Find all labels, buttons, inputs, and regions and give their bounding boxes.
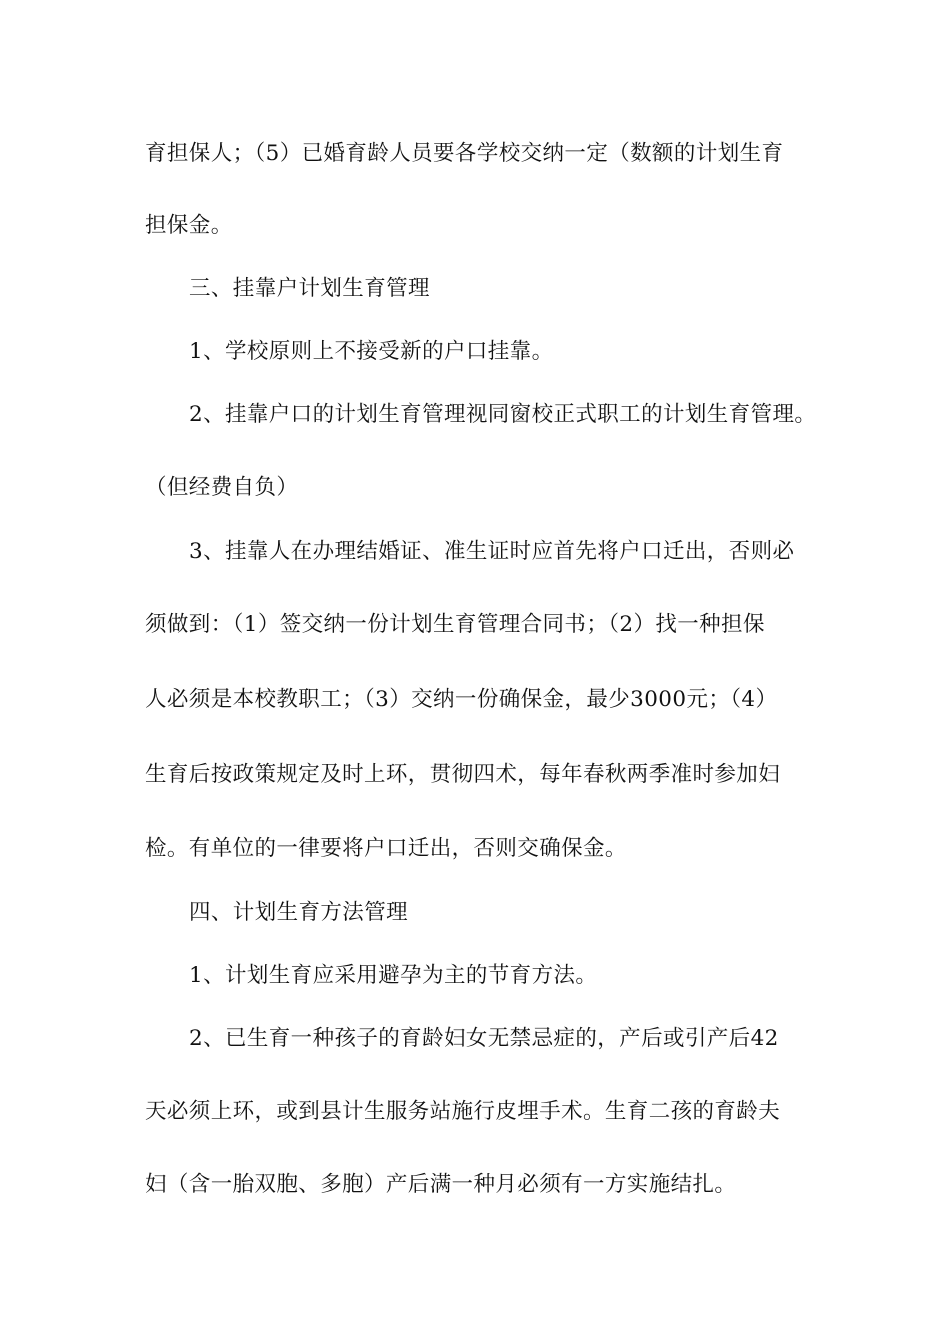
- text-line-1: 育担保人；（5）已婚育龄人员要各学校交纳一定（数额的计划生育: [145, 141, 784, 166]
- text-line-10: 生育后按政策规定及时上环，贯彻四术，每年春秋两季准时参加妇: [145, 762, 781, 787]
- text-line-4: 1、学校原则上不接受新的户口挂靠。: [189, 339, 554, 364]
- text-line-8: 须做到：（1）签交纳一份计划生育管理合同书；（2）找一种担保: [145, 612, 765, 637]
- text-line-7: 3、挂靠人在办理结婚证、准生证时应首先将户口迁出，否则必: [189, 539, 795, 564]
- text-line-11: 检。有单位的一律要将户口迁出，否则交确保金。: [145, 836, 627, 861]
- text-line-15: 天必须上环，或到县计生服务站施行皮埋手术。生育二孩的育龄夫: [145, 1099, 781, 1124]
- section-heading-3: 三、挂靠户计划生育管理: [189, 276, 430, 301]
- text-line-13: 1、计划生育应采用避孕为主的节育方法。: [189, 963, 598, 988]
- text-line-9: 人必须是本校教职工；（3）交纳一份确保金，最少3000元；（4）: [145, 687, 778, 712]
- section-heading-12: 四、计划生育方法管理: [189, 900, 409, 925]
- text-line-6: （但经费自负）: [145, 475, 299, 500]
- text-line-2: 担保金。: [145, 213, 233, 238]
- text-line-5: 2、挂靠户口的计划生育管理视同窗校正式职工的计划生育管理。: [189, 402, 817, 427]
- text-line-16: 妇（含一胎双胞、多胞）产后满一种月必须有一方实施结扎。: [145, 1172, 737, 1197]
- text-line-14: 2、已生育一种孩子的育龄妇女无禁忌症的，产后或引产后42: [189, 1026, 779, 1051]
